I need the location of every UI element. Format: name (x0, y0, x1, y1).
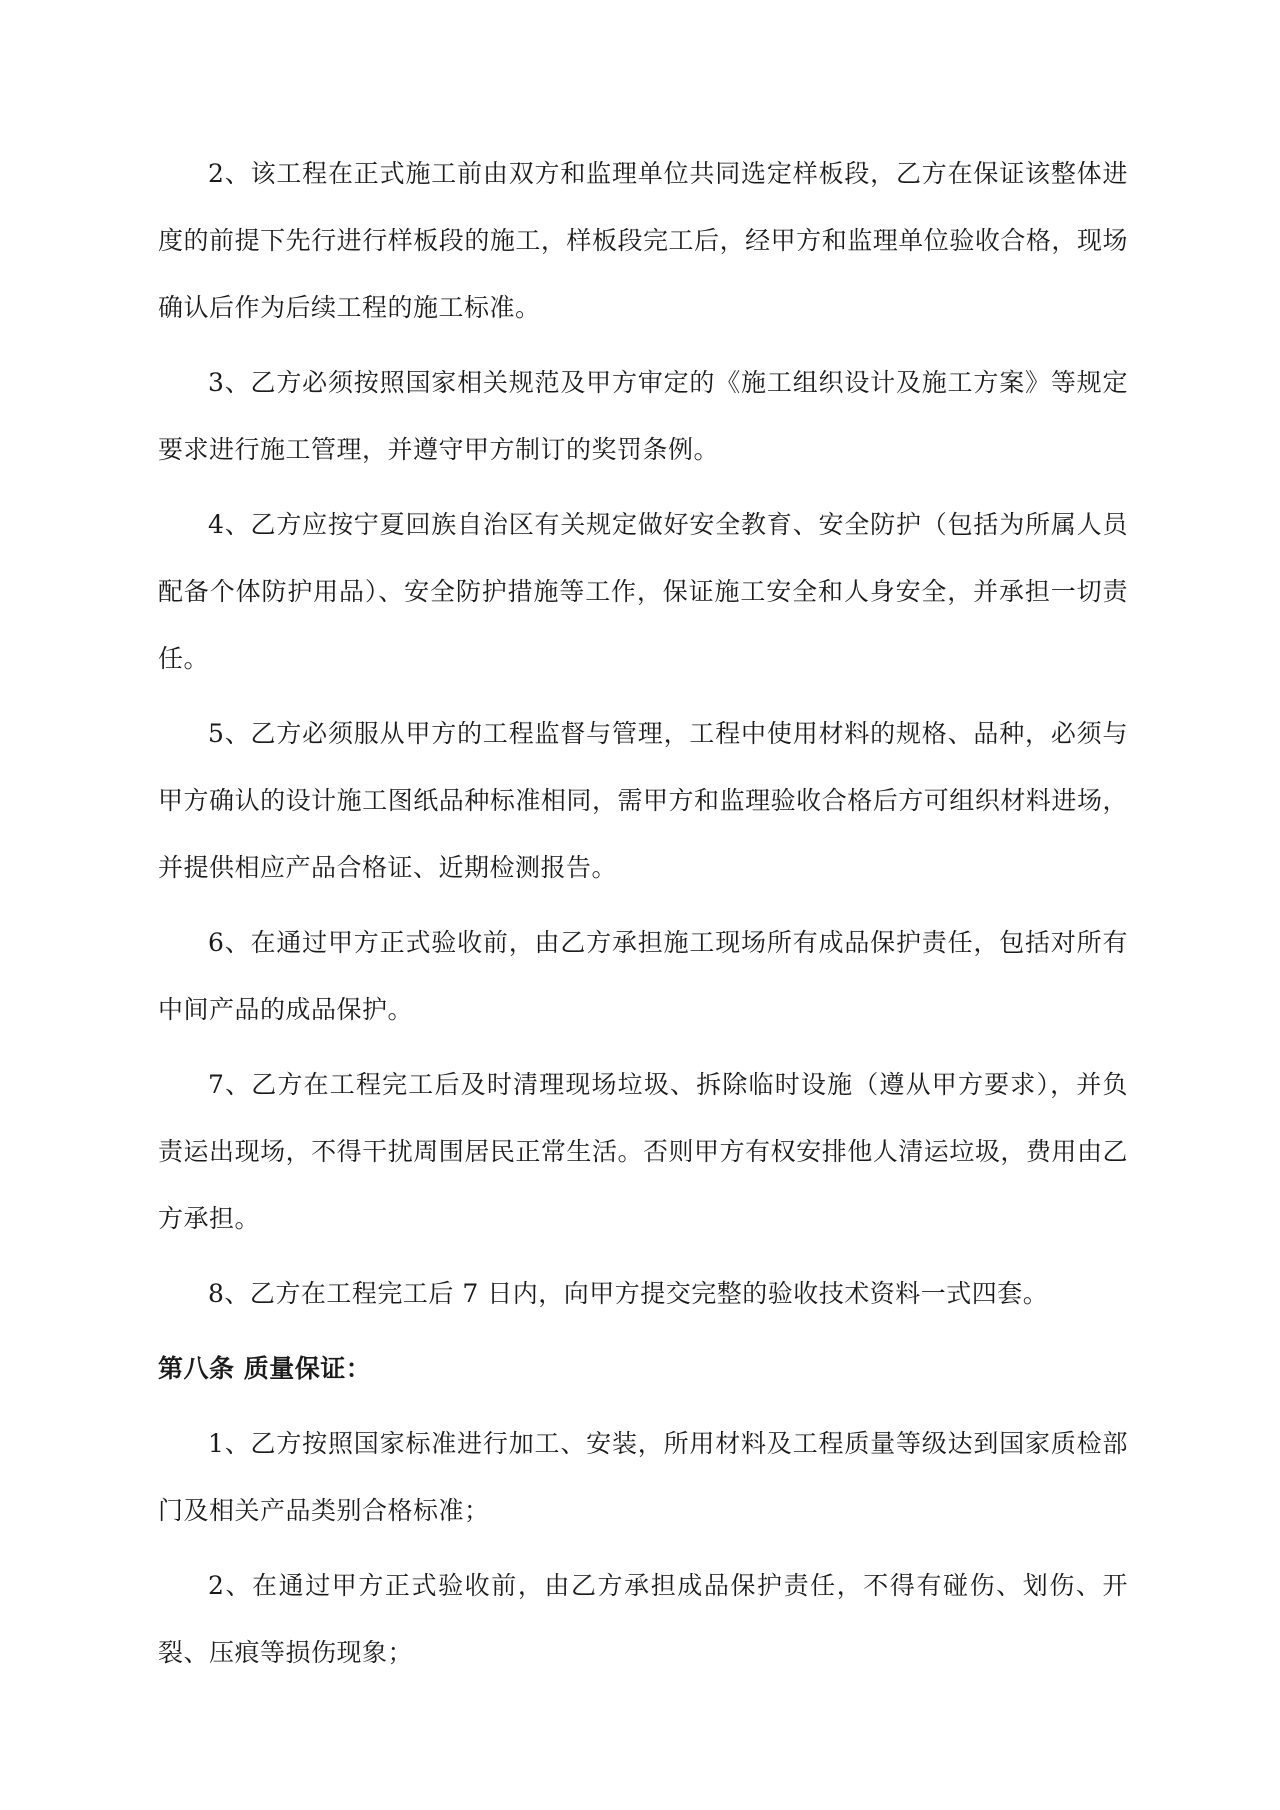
clause-paragraph-7: 7、乙方在工程完工后及时清理现场垃圾、拆除临时设施（遵从甲方要求），并负责运出现场，不得干扰周围居民正常生活。否则甲方有权安排他人清运垃圾，费用由乙方承担。 (158, 1070, 1128, 1233)
clause-paragraph-4: 4、乙方应按宁夏回族自治区有关规定做好安全教育、安全防护（包括为所属人员配备个体防护用品）、安全防护措施等工作，保证施工安全和人身安全，并承担一切责任。 (158, 510, 1128, 673)
clause-paragraph-8: 8、乙方在工程完工后 7 日内，向甲方提交完整的验收技术资料一式四套。 (208, 1279, 1049, 1308)
clause-paragraph-2: 2、该工程在正式施工前由双方和监理单位共同选定样板段，乙方在保证该整体进度的前提下先行进行样板段的施工，样板段完工后，经甲方和监理单位验收合格，现场确认后作为后续工程的施工标准。 (158, 159, 1128, 322)
quality-paragraph-1: 1、乙方按照国家标准进行加工、安装，所用材料及工程质量等级达到国家质检部门及相关产品类别合格标准； (158, 1429, 1128, 1525)
section-heading: 第八条 质量保证： (158, 1354, 372, 1383)
clause-paragraph-6: 6、在通过甲方正式验收前，由乙方承担施工现场所有成品保护责任，包括对所有中间产品的成品保护。 (158, 928, 1128, 1024)
document-page (158, 140, 1128, 1694)
clause-paragraph-5: 5、乙方必须服从甲方的工程监督与管理，工程中使用材料的规格、品种，必须与甲方确认的设计施工图纸品种标准相同，需甲方和监理验收合格后方可组织材料进场，并提供相应产品合格证、近期检测报告。 (158, 719, 1128, 882)
clause-paragraph-3: 3、乙方必须按照国家相关规范及甲方审定的《施工组织设计及施工方案》等规定要求进行施工管理，并遵守甲方制订的奖罚条例。 (158, 368, 1128, 464)
quality-paragraph-2: 2、在通过甲方正式验收前，由乙方承担成品保护责任，不得有碰伤、划伤、开裂、压痕等损伤现象； (158, 1571, 1128, 1667)
